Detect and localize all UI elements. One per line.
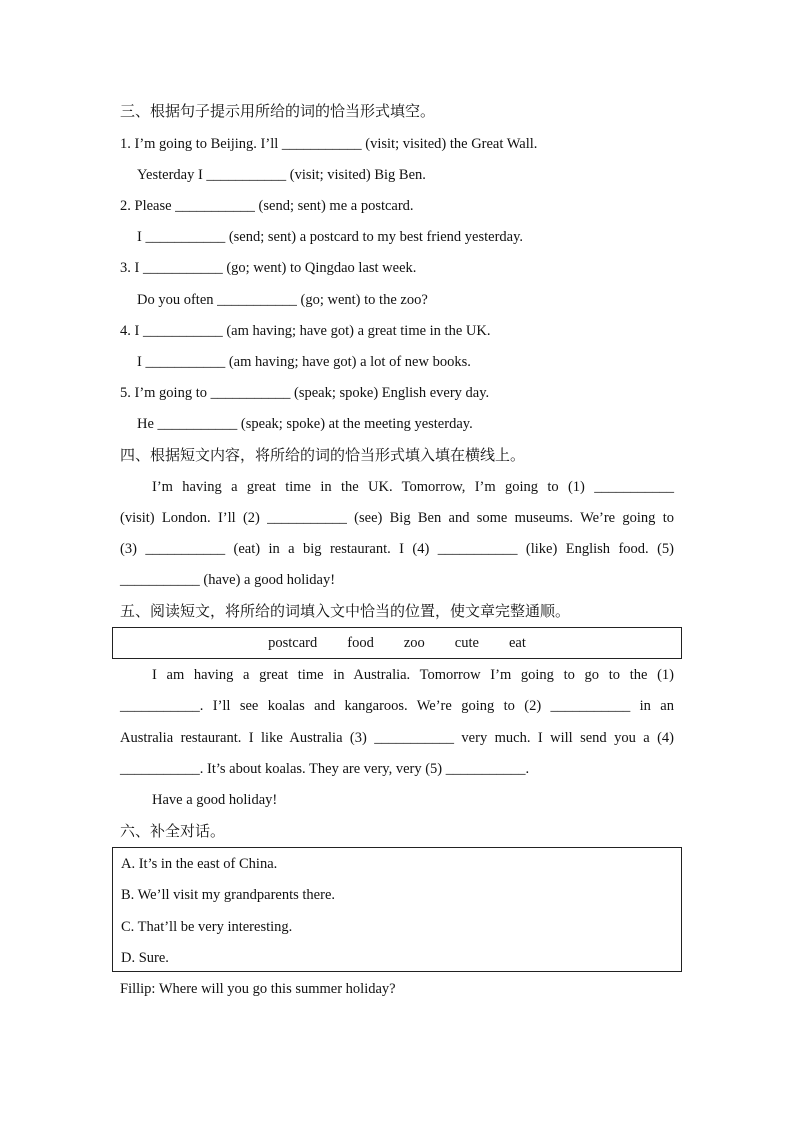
option-d: D. Sure. bbox=[121, 950, 169, 966]
option-a: A. It’s in the east of China. bbox=[121, 856, 278, 872]
s3-line-10: He ___________ (speak; spoke) at the meeting yesterday. bbox=[137, 416, 473, 432]
s5-line-2: ___________. I’ll see koalas and kangaroos. We’re going to (2) ___________ in an bbox=[120, 698, 674, 714]
section-4-title: 四、根据短文内容，将所给的词的恰当形式填入填在横线上。 bbox=[120, 446, 526, 464]
option-b: B. We’ll visit my grandparents there. bbox=[121, 887, 336, 903]
section-6-title: 六、补全对话。 bbox=[120, 822, 226, 840]
s4-line-1: I’m having a great time in the UK. Tomorrow, I’m going to (1) ___________ bbox=[152, 479, 674, 495]
s5-line-1: I am having a great time in Australia. Tomorrow I’m going to go to the (1) bbox=[152, 667, 674, 683]
word-bank-item: food bbox=[347, 635, 374, 651]
s3-line-2: Yesterday I ___________ (visit; visited) Big Ben. bbox=[137, 167, 426, 183]
s5-line-5: Have a good holiday! bbox=[152, 792, 278, 808]
s5-line-4: ___________. It’s about koalas. They are very, very (5) ___________. bbox=[120, 761, 530, 777]
s4-line-4: ___________ (have) a good holiday! bbox=[120, 572, 336, 588]
s3-line-3: 2. Please ___________ (send; sent) me a postcard. bbox=[120, 198, 414, 214]
word-bank bbox=[113, 628, 681, 658]
s3-line-1: 1. I’m going to Beijing. I’ll ___________ (visit; visited) the Great Wall. bbox=[120, 136, 538, 152]
word-bank-item: postcard bbox=[268, 635, 318, 651]
s3-line-9: 5. I’m going to ___________ (speak; spoke) English every day. bbox=[120, 385, 490, 401]
word-bank-item: eat bbox=[508, 635, 526, 651]
s5-line-3: Australia restaurant. I like Australia (3) ___________ very much. I will send you a (4) bbox=[120, 730, 674, 746]
s3-line-5: 3. I ___________ (go; went) to Qingdao last week. bbox=[120, 260, 417, 276]
s3-line-4: I ___________ (send; sent) a postcard to my best friend yesterday. bbox=[137, 229, 524, 245]
word-bank-box bbox=[112, 627, 682, 659]
s4-line-3: (3) ___________ (eat) in a big restaurant. I (4) ___________ (like) English food. (5) bbox=[120, 541, 674, 557]
s3-line-6: Do you often ___________ (go; went) to the zoo? bbox=[137, 292, 428, 308]
word-bank-item: cute bbox=[454, 635, 479, 651]
options-box bbox=[112, 847, 682, 972]
section-5-title: 五、阅读短文，将所给的词填入文中恰当的位置，使文章完整通顺。 bbox=[120, 602, 571, 620]
s4-line-2: (visit) London. I’ll (2) ___________ (see) Big Ben and some museums. We’re going to bbox=[120, 510, 674, 526]
option-c: C. That’ll be very interesting. bbox=[121, 919, 293, 935]
word-bank-item: zoo bbox=[403, 635, 425, 651]
s3-line-7: 4. I ___________ (am having; have got) a great time in the UK. bbox=[120, 323, 491, 339]
s3-line-8: I ___________ (am having; have got) a lot of new books. bbox=[137, 354, 471, 370]
section-3-title: 三、根据句子提示用所给的词的恰当形式填空。 bbox=[120, 102, 436, 120]
dialogue-line-1: Fillip: Where will you go this summer holiday? bbox=[120, 981, 396, 997]
